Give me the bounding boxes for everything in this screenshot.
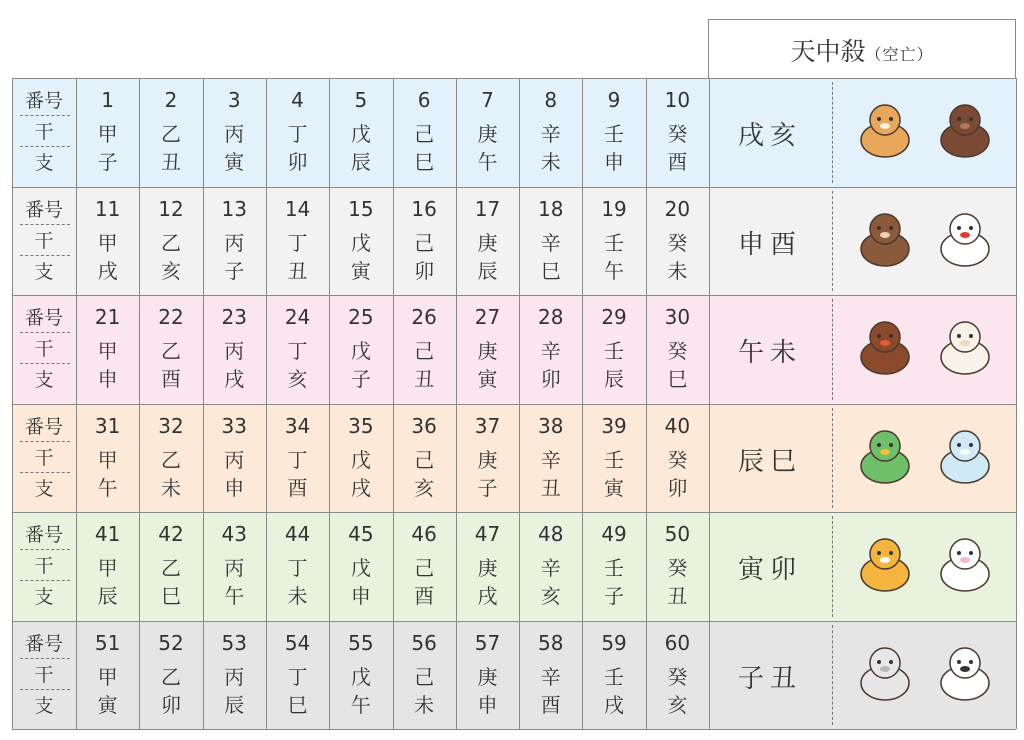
cell-shi: 卯 [414, 258, 435, 283]
cell-shi: 戌 [350, 475, 371, 500]
cell-kan: 壬 [604, 230, 625, 255]
cell-shi: 子 [604, 584, 625, 608]
cell-number: 18 [538, 196, 564, 221]
cell-kan: 戊 [350, 122, 371, 146]
cell-kan: 乙 [160, 339, 181, 363]
cell-kan: 壬 [604, 339, 625, 363]
label-divider [20, 472, 70, 473]
cell-shi: 卯 [287, 150, 308, 174]
cell-number: 56 [411, 630, 437, 655]
cell-shi: 午 [477, 150, 498, 174]
cell-shi: 酉 [414, 584, 435, 608]
cell-shi: 申 [604, 150, 625, 174]
cell-kan: 丁 [287, 230, 308, 255]
cell-shi: 午 [604, 258, 625, 283]
row-label: 支 [34, 694, 54, 717]
grid-line [519, 78, 520, 729]
horse-icon [850, 313, 920, 383]
cell-kan: 癸 [667, 664, 688, 689]
cell-shi: 酉 [540, 692, 561, 717]
grid-line [329, 78, 330, 729]
cell-kan: 戊 [350, 664, 371, 689]
cell-number: 25 [348, 305, 374, 329]
label-divider [20, 549, 70, 550]
header-subtitle: （空亡） [865, 45, 934, 64]
cell-kan: 癸 [667, 339, 688, 363]
row-label: 干 [34, 229, 54, 252]
cell-shi: 巳 [287, 692, 308, 717]
tc-divider [832, 516, 833, 617]
cell-shi: 辰 [350, 150, 371, 174]
cell-kan: 丁 [287, 339, 308, 363]
cell-shi: 卯 [160, 692, 181, 717]
row-label: 番号 [24, 632, 63, 655]
header-title-line [708, 32, 1016, 68]
grid-line [12, 187, 1016, 188]
cell-number: 54 [284, 630, 311, 655]
grid-line [12, 78, 13, 729]
cell-shi: 申 [224, 475, 245, 500]
cell-shi: 申 [97, 367, 118, 391]
cell-number: 17 [474, 196, 501, 221]
cell-kan: 甲 [97, 664, 118, 689]
rooster-icon [930, 205, 1000, 275]
cell-kan: 甲 [97, 230, 118, 255]
tenchusatsu-label: 子丑 [737, 663, 802, 694]
grid-line [646, 78, 647, 729]
row-label: 干 [34, 338, 54, 360]
cell-shi: 巳 [540, 258, 561, 283]
cell-kan: 丙 [224, 447, 245, 472]
dragon-icon [850, 422, 920, 492]
grid-line [12, 621, 1016, 622]
cell-shi: 午 [97, 475, 118, 500]
cell-shi: 子 [224, 258, 245, 283]
cell-number: 33 [221, 413, 247, 438]
cell-number: 1 [101, 88, 115, 112]
cell-kan: 壬 [604, 556, 625, 580]
tenchusatsu-label: 寅卯 [737, 555, 802, 585]
grid-line [12, 729, 1016, 730]
row-label: 干 [34, 121, 54, 143]
cell-shi: 酉 [667, 150, 688, 174]
cell-shi: 丑 [160, 150, 181, 174]
cell-kan: 癸 [667, 556, 688, 580]
cell-number: 50 [664, 522, 691, 546]
cell-kan: 丙 [224, 122, 245, 146]
tc-divider [832, 408, 833, 509]
cell-number: 37 [474, 413, 501, 438]
cell-kan: 乙 [160, 447, 181, 472]
cell-number: 30 [664, 305, 691, 329]
tiger-icon [850, 530, 920, 600]
grid-line [12, 404, 1016, 405]
cell-number: 24 [284, 305, 311, 329]
row-label: 番号 [24, 198, 63, 221]
cell-shi: 亥 [667, 692, 688, 717]
cell-number: 35 [348, 413, 374, 438]
cell-number: 7 [481, 88, 494, 112]
cell-number: 22 [158, 305, 184, 329]
cell-kan: 丁 [287, 447, 308, 472]
cell-kan: 辛 [540, 447, 561, 472]
cell-shi: 辰 [604, 367, 625, 391]
cell-shi: 亥 [160, 258, 181, 283]
rat-icon [850, 639, 920, 709]
cell-shi: 丑 [287, 258, 308, 283]
cell-number: 3 [227, 88, 241, 112]
cell-shi: 辰 [477, 258, 498, 283]
grid-line [203, 78, 204, 729]
cow-icon [930, 639, 1000, 709]
cell-number: 48 [538, 522, 564, 546]
tenchusatsu-label: 戌亥 [737, 121, 802, 151]
cell-shi: 戌 [604, 692, 625, 717]
cell-number: 21 [94, 305, 121, 329]
tc-divider [832, 82, 833, 183]
snake-icon [930, 422, 1000, 492]
cell-kan: 戊 [350, 447, 371, 472]
cell-kan: 辛 [540, 664, 561, 689]
cell-shi: 戌 [224, 367, 245, 391]
cell-shi: 未 [540, 150, 561, 174]
boar-icon [930, 96, 1000, 166]
grid-line [456, 78, 457, 729]
cell-shi: 巳 [414, 150, 435, 174]
cell-kan: 癸 [667, 122, 688, 146]
tenchusatsu-label: 午未 [737, 338, 802, 368]
grid-line [709, 78, 710, 729]
row-label: 支 [34, 369, 54, 391]
label-divider [20, 441, 70, 442]
cell-number: 60 [664, 630, 691, 655]
row-label: 支 [34, 152, 54, 174]
cell-kan: 庚 [477, 556, 498, 580]
cell-number: 38 [538, 413, 564, 438]
cell-kan: 乙 [160, 556, 181, 580]
cell-kan: 己 [414, 556, 435, 580]
cell-number: 10 [664, 88, 691, 112]
cell-shi: 戌 [97, 258, 118, 283]
cell-shi: 子 [350, 367, 371, 391]
cell-shi: 未 [160, 475, 181, 500]
cell-number: 32 [158, 413, 184, 438]
cell-kan: 乙 [160, 122, 181, 146]
cell-shi: 丑 [414, 367, 435, 391]
cell-number: 31 [94, 413, 121, 438]
cell-shi: 子 [477, 475, 498, 500]
cell-number: 6 [417, 88, 431, 112]
cell-shi: 亥 [540, 584, 561, 608]
row-label: 干 [34, 555, 54, 577]
cell-kan: 己 [414, 447, 435, 472]
dog-icon [850, 96, 920, 166]
cell-kan: 辛 [540, 122, 561, 146]
cell-number: 51 [94, 630, 121, 655]
cell-shi: 巳 [667, 367, 688, 391]
row-label: 番号 [24, 307, 63, 329]
cell-number: 47 [474, 522, 501, 546]
cell-number: 28 [538, 305, 564, 329]
cell-number: 23 [221, 305, 247, 329]
cell-shi: 未 [287, 584, 308, 608]
cell-shi: 子 [97, 150, 118, 174]
cell-shi: 申 [350, 584, 371, 608]
cell-number: 59 [601, 630, 627, 655]
cell-number: 42 [158, 522, 184, 546]
monkey-icon [850, 205, 920, 275]
cell-kan: 戊 [350, 230, 371, 255]
cell-kan: 己 [414, 122, 435, 146]
cell-number: 36 [411, 413, 437, 438]
header-title: 天中殺 [790, 37, 866, 66]
cell-kan: 甲 [97, 556, 118, 580]
cell-kan: 甲 [97, 339, 118, 363]
cell-kan: 癸 [667, 230, 688, 255]
grid-line [76, 78, 77, 729]
sheep-icon [930, 313, 1000, 383]
label-divider [20, 580, 70, 581]
cell-number: 29 [601, 305, 627, 329]
cell-kan: 壬 [604, 447, 625, 472]
grid-line [139, 78, 140, 729]
row-label: 番号 [24, 524, 63, 546]
label-divider [20, 255, 70, 256]
cell-number: 53 [221, 630, 247, 655]
tc-divider [832, 299, 833, 400]
cell-shi: 未 [414, 692, 435, 717]
cell-shi: 丑 [667, 584, 688, 608]
label-divider [20, 115, 70, 116]
grid-line [12, 512, 1016, 513]
cell-shi: 亥 [287, 367, 308, 391]
row-label: 干 [34, 663, 54, 686]
grid-line [12, 78, 1016, 79]
tc-divider [832, 191, 833, 292]
cell-number: 16 [411, 196, 437, 221]
cell-shi: 午 [350, 692, 371, 717]
grid-line [12, 295, 1016, 296]
cell-kan: 丁 [287, 122, 308, 146]
row-label: 支 [34, 477, 54, 500]
cell-number: 55 [348, 630, 374, 655]
cell-number: 4 [291, 88, 304, 112]
cell-kan: 戊 [350, 339, 371, 363]
cell-shi: 酉 [160, 367, 181, 391]
label-divider [20, 224, 70, 225]
cell-kan: 辛 [540, 556, 561, 580]
cell-kan: 丁 [287, 664, 308, 689]
cell-shi: 丑 [540, 475, 561, 500]
cell-kan: 庚 [477, 122, 498, 146]
label-divider [20, 363, 70, 364]
cell-number: 43 [221, 522, 247, 546]
cell-shi: 寅 [350, 258, 371, 283]
cell-kan: 庚 [477, 447, 498, 472]
cell-number: 27 [474, 305, 501, 329]
cell-number: 39 [601, 413, 627, 438]
cell-kan: 丙 [224, 556, 245, 580]
grid-line [1016, 78, 1017, 729]
label-divider [20, 146, 70, 147]
cell-shi: 亥 [414, 475, 435, 500]
cell-number: 44 [284, 522, 311, 546]
row-label: 干 [34, 446, 54, 469]
cell-shi: 寅 [97, 692, 118, 717]
cell-kan: 己 [414, 339, 435, 363]
label-divider [20, 689, 70, 690]
cell-shi: 午 [224, 584, 245, 608]
cell-kan: 癸 [667, 447, 688, 472]
tenchusatsu-label: 辰巳 [737, 446, 802, 477]
label-divider [20, 658, 70, 659]
cell-shi: 申 [477, 692, 498, 717]
cell-number: 20 [664, 196, 691, 221]
cell-shi: 卯 [540, 367, 561, 391]
cell-kan: 甲 [97, 447, 118, 472]
grid-line [582, 78, 583, 729]
cell-kan: 庚 [477, 230, 498, 255]
cell-shi: 巳 [160, 584, 181, 608]
cell-number: 5 [354, 88, 368, 112]
cell-kan: 壬 [604, 122, 625, 146]
cell-number: 45 [348, 522, 374, 546]
cell-kan: 戊 [350, 556, 371, 580]
cell-kan: 乙 [160, 230, 181, 255]
cell-kan: 丁 [287, 556, 308, 580]
label-divider [20, 332, 70, 333]
cell-number: 40 [664, 413, 691, 438]
cell-number: 34 [284, 413, 311, 438]
cell-number: 26 [411, 305, 437, 329]
cell-shi: 戌 [477, 584, 498, 608]
cell-number: 52 [158, 630, 184, 655]
rabbit-icon [930, 530, 1000, 600]
cell-number: 58 [538, 630, 564, 655]
cell-kan: 丙 [224, 664, 245, 689]
cell-shi: 酉 [287, 475, 308, 500]
cell-shi: 卯 [667, 475, 688, 500]
cell-shi: 寅 [604, 475, 625, 500]
cell-number: 19 [601, 196, 627, 221]
cell-kan: 庚 [477, 339, 498, 363]
cell-number: 9 [607, 88, 621, 112]
cell-number: 2 [164, 88, 178, 112]
cell-kan: 甲 [97, 122, 118, 146]
cell-number: 46 [411, 522, 437, 546]
cell-shi: 未 [667, 258, 688, 283]
cell-number: 14 [284, 196, 311, 221]
cell-kan: 丙 [224, 230, 245, 255]
cell-number: 41 [94, 522, 121, 546]
row-label: 番号 [24, 415, 63, 438]
cell-kan: 己 [414, 664, 435, 689]
row-label: 支 [34, 260, 54, 283]
grid-line [393, 78, 394, 729]
row-label: 番号 [24, 90, 63, 112]
cell-number: 15 [348, 196, 374, 221]
cell-shi: 辰 [97, 584, 118, 608]
cell-number: 11 [94, 196, 121, 221]
cell-kan: 乙 [160, 664, 181, 689]
cell-kan: 丙 [224, 339, 245, 363]
cell-kan: 辛 [540, 339, 561, 363]
cell-shi: 寅 [477, 367, 498, 391]
row-label: 支 [34, 586, 54, 608]
cell-number: 49 [601, 522, 627, 546]
cell-number: 8 [544, 88, 558, 112]
cell-number: 12 [158, 196, 184, 221]
tenchusatsu-label: 申酉 [737, 229, 802, 260]
cell-kan: 己 [414, 230, 435, 255]
grid-line [266, 78, 267, 729]
cell-kan: 辛 [540, 230, 561, 255]
cell-kan: 庚 [477, 664, 498, 689]
cell-kan: 壬 [604, 664, 625, 689]
cell-number: 57 [474, 630, 501, 655]
tc-divider [832, 625, 833, 726]
cell-shi: 寅 [224, 150, 245, 174]
cell-shi: 辰 [224, 692, 245, 717]
cell-number: 13 [221, 196, 247, 221]
